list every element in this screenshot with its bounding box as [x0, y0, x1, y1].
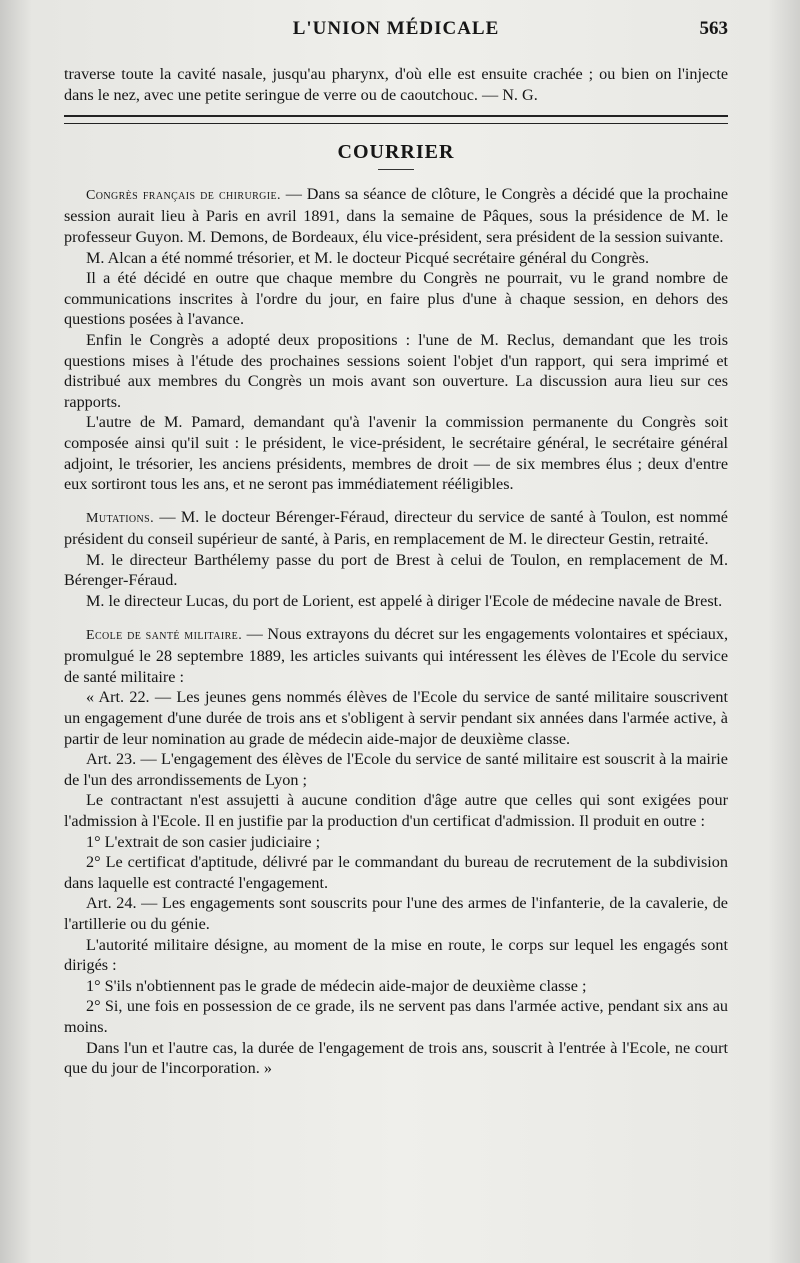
congres-text-1: — Dans sa séance de clôture, le Congrès a décidé que la prochaine session aurait lieu à Paris en avril 1891, dans la semaine de Pâques, sous la présidence de M. le professeur Guyon. M. Demons, de Bordeaux, élu vice-président, sera président de la session suivante. [64, 184, 728, 246]
ecole-list-item-3: 1° S'ils n'obtiennent pas le grade de médecin aide-major de deuxième classe ; [86, 976, 587, 995]
congres-heading: Congrès français de chirurgie. [86, 187, 281, 203]
ecole-article-24: Art. 24. — Les engagements sont souscrits pour l'une des armes de l'infanterie, de la cavalerie, de l'artillerie ou du génie. [64, 894, 728, 933]
running-title: L'UNION MÉDICALE [292, 18, 500, 39]
title-underline [378, 169, 414, 170]
page-header [64, 18, 728, 48]
mutations-heading: Mutations. [86, 510, 155, 526]
mutations-text-1: — M. le docteur Bérenger-Féraud, directeur du service de santé à Toulon, est nommé président du conseil supérieur de santé, à Paris, en remplacement de M. le directeur Gestin, retraité. [64, 507, 728, 549]
ecole-list-item-1: 1° L'extrait de son casier judiciaire ; [86, 832, 321, 851]
ecole-heading: Ecole de santé militaire. [86, 627, 243, 643]
ecole-list-item-4: 2° Si, une fois en possession de ce grade, ils ne servent pas dans l'armée active, pendant six ans au moins. [64, 997, 728, 1036]
page-number: 563 [699, 18, 728, 39]
page-body [64, 64, 728, 1079]
mutations-paragraph-3: M. le directeur Lucas, du port de Lorient, est appelé à diriger l'Ecole de médecine navale de Brest. [86, 592, 723, 611]
mutations-paragraph-1 [64, 507, 728, 550]
congres-paragraph-3: Il a été décidé en outre que chaque membre du Congrès ne pourrait, vu le grand nombre de communications inscrites à l'ordre du jour, en faire plus d'une à chaque session, en dehors des questions posées à l'avance. [64, 269, 728, 329]
congres-paragraph-5: L'autre de M. Pamard, demandant qu'à l'avenir la commission permanente du Congrès soit composée ainsi qu'il suit : le président, le vice-président, le secrétaire général, le secrétaire général adjoint, le trésorier, les anciens présidents, membres de droit — de six membres élus ; deux d'entre eux sortiront tous les ans, et ne seront pas immédiatement rééligibles. [64, 413, 728, 494]
ecole-paragraph-1 [64, 624, 728, 688]
congres-paragraph-1 [64, 184, 728, 248]
section-title: COURRIER [337, 141, 455, 164]
congres-paragraph-2: M. Alcan a été nommé trésorier, et M. le docteur Picqué secrétaire général du Congrès. [86, 248, 650, 267]
ecole-paragraph-4: Le contractant n'est assujetti à aucune condition d'âge autre que celles qui sont exigées pour l'admission à l'Ecole. Il en justifie par la production d'un certificat d'admission. Il produit en outre : [64, 791, 728, 830]
spacer [64, 612, 728, 624]
ecole-list-item-2: 2° Le certificat d'aptitude, délivré par le commandant du bureau de recrutement de la subdivision dans laquelle est contracté l'engagement. [64, 853, 728, 892]
ecole-paragraph-11: Dans l'un et l'autre cas, la durée de l'engagement de trois ans, souscrit à l'entrée à l'Ecole, ne court que du jour de l'incorporation. » [64, 1038, 728, 1078]
congres-paragraph-4: Enfin le Congrès a adopté deux propositions : l'une de M. Reclus, demandant que les trois questions mises à l'étude des prochaines sessions soient l'objet d'un rapport, qui sera imprimé et distribué aux membres du Congrès un mois avant son ouverture. La discussion aura lieu sur ces rapports. [64, 330, 728, 411]
spacer [64, 495, 728, 507]
ecole-text-1: — Nous extrayons du décret sur les engagements volontaires et spéciaux, promulgué le 28 septembre 1889, les articles suivants qui intéressent les élèves de l'Ecole du service de santé militaire : [64, 624, 728, 686]
mutations-paragraph-2: M. le directeur Barthélemy passe du port de Brest à celui de Toulon, en remplacement de M. Bérenger-Féraud. [64, 550, 728, 590]
intro-paragraph: traverse toute la cavité nasale, jusqu'au pharynx, d'où elle est ensuite crachée ; ou bien on l'injecte dans le nez, avec une petite seringue de verre ou de caoutchouc. — N. G. [64, 65, 728, 104]
ecole-article-22: « Art. 22. — Les jeunes gens nommés élèves de l'Ecole du service de santé militaire souscrivent un engagement d'une durée de trois ans et s'obligent à servir pendant six années dans l'armée active, à partir de leur nomination au grade de médecin aide-major de deuxième classe. [64, 688, 728, 748]
ecole-paragraph-8: L'autorité militaire désigne, au moment de la mise en route, le corps sur lequel les engagés sont dirigés : [64, 935, 728, 975]
ecole-article-23: Art. 23. — L'engagement des élèves de l'Ecole du service de santé militaire est souscrit à la mairie de l'un des arrondissements de Lyon ; [64, 750, 728, 789]
section-divider [64, 115, 728, 124]
